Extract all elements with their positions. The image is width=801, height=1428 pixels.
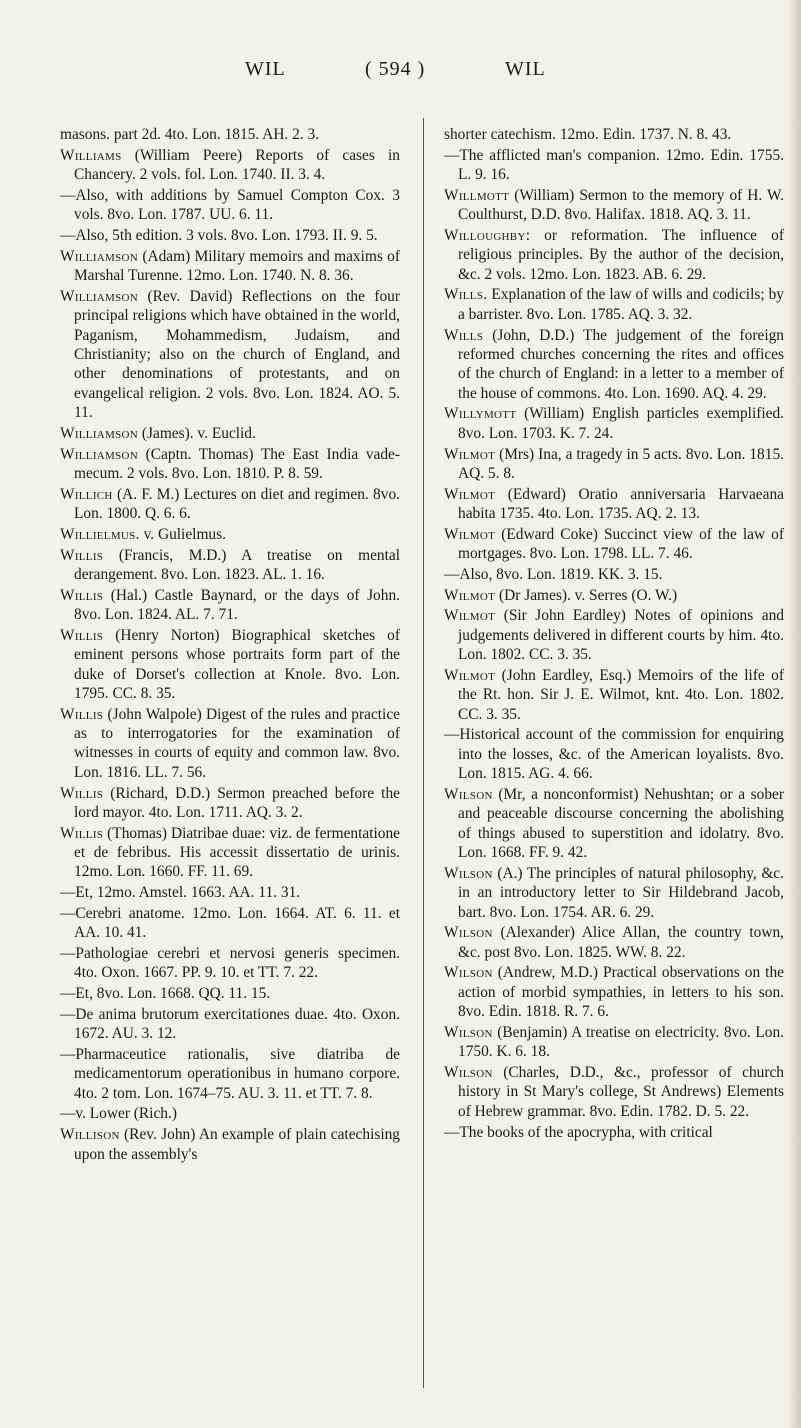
entry-text: —Et, 8vo. Lon. 1668. QQ. 11. 15. [60, 985, 271, 1003]
entry-heading: Wilmot [444, 607, 496, 625]
entry-text: (Adam) Military memoirs and maxims of Marshal Turenne. 12mo. Lon. 1740. N. 8. 36. [74, 247, 400, 285]
header-right-heading: WIL [505, 58, 546, 80]
catalogue-entry [444, 146, 784, 185]
catalogue-entry [60, 1045, 400, 1103]
catalogue-entry [444, 285, 784, 324]
catalogue-entry [444, 1123, 784, 1142]
catalogue-entry [60, 883, 400, 902]
catalogue-entry [444, 923, 784, 962]
catalogue-entry [444, 125, 784, 144]
entry-heading: Wilmot [444, 445, 496, 463]
catalogue-entry [444, 186, 784, 225]
page-number: ( 594 ) [365, 58, 426, 80]
entry-text: : or reformation. The influence of religious principles. By the author of the decision, &c. 2 vols. 12mo. Lon. 1823. AB. 6. 29. [458, 226, 784, 283]
catalogue-entry [444, 445, 784, 484]
entry-text: v. Gulielmus. [139, 525, 226, 543]
entry-heading: Wilmot [444, 525, 496, 543]
entry-heading: Wills [444, 326, 484, 344]
catalogue-entry [60, 125, 400, 144]
catalogue-entry [444, 606, 784, 664]
catalogue-entry [444, 1023, 784, 1062]
catalogue-entry [60, 944, 400, 983]
column-divider [423, 118, 424, 1388]
catalogue-entry [444, 404, 784, 443]
entry-heading: Wills. [444, 286, 488, 304]
entry-heading: Wilmot [444, 485, 496, 503]
entry-heading: Wilmot [444, 586, 496, 604]
running-header [0, 58, 801, 88]
catalogue-entry [444, 326, 784, 404]
entry-text: —The books of the apocrypha, with critical [444, 1123, 713, 1141]
entry-text: (William) English particles exemplified. 8vo. Lon. 1703. K. 7. 24. [458, 405, 784, 442]
catalogue-entry [444, 586, 784, 605]
entry-text: (A. F. M.) Lectures on diet and regimen. 8vo. Lon. 1800. Q. 6. 6. [74, 485, 400, 523]
entry-text: —Also, with additions by Samuel Compton Cox. 3 vols. 8vo. Lon. 1787. UU. 6. 11. [60, 186, 400, 224]
entry-text: —Pharmaceutice rationalis, sive diatriba de medicamentorum operationibus in humano corpore. 4to. 2 tom. Lon. 1674–75. AU. 3. 11. et TT. 7. 8. [60, 1045, 400, 1102]
entry-text: —The afflicted man's companion. 12mo. Edin. 1755. L. 9. 16. [444, 146, 784, 184]
entry-text: (William Peere) Reports of cases in Chancery. 2 vols. fol. Lon. 1740. II. 3. 4. [74, 146, 400, 184]
entry-text: (A.) The principles of natural philosophy, &c. in an introductory letter to Sir Hildebrand Jacob, bart. 8vo. Lon. 1754. AR. 6. 29. [458, 864, 784, 921]
catalogue-entry [60, 287, 400, 423]
catalogue-entry [60, 146, 400, 185]
header-left-heading: WIL [245, 58, 286, 80]
entry-heading: Willis [60, 626, 104, 644]
entry-heading: Williamson [60, 445, 139, 463]
entry-text: shorter catechism. 12mo. Edin. 1737. N. 8. 43. [444, 126, 732, 143]
catalogue-entry [60, 525, 400, 544]
right-column [444, 125, 784, 1143]
entry-heading: Wilson [444, 785, 493, 803]
entry-text: —Pathologiae cerebri et nervosi generis specimen. 4to. Oxon. 1667. PP. 9. 10. et TT. 7. 22. [60, 945, 400, 982]
entry-text: (William) Sermon to the memory of H. W. Coulthurst, D.D. 8vo. Halifax. 1818. AQ. 3. 11. [458, 186, 784, 224]
catalogue-entry [60, 824, 400, 882]
entry-text: —De anima brutorum exercitationes duae. 4to. Oxon. 1672. AU. 3. 12. [60, 1005, 400, 1043]
entry-heading: Willielmus. [60, 525, 140, 543]
catalogue-entry [444, 666, 784, 724]
page-edge-shadow [787, 0, 801, 1428]
entry-heading: Willis [60, 586, 104, 604]
entry-text: (Mr, a nonconformist) Nehushtan; or a sober and peaceable discourse concerning the abolishing of things abused to superstition and idolatry. 8vo. Lon. 1668. FF. 9. 42. [458, 785, 784, 862]
entry-text: (John Eardley, Esq.) Memoirs of the life of the Rt. hon. Sir J. E. Wilmot, knt. 4to. Lon. 1802. CC. 3. 35. [458, 666, 784, 723]
entry-heading: Williamson [60, 287, 139, 305]
entry-text: (Francis, M.D.) A treatise on mental derangement. 8vo. Lon. 1823. AL. 1. 16. [74, 546, 400, 583]
entry-heading: Willoughby [444, 226, 526, 244]
catalogue-entry [60, 1104, 400, 1123]
entry-heading: Willison [60, 1126, 120, 1144]
entry-heading: Willmott [444, 186, 510, 204]
entry-text: (Mrs) Ina, a tragedy in 5 acts. 8vo. Lon. 1815. AQ. 5. 8. [458, 445, 784, 482]
entry-text: masons. part 2d. 4to. Lon. 1815. AH. 2. 3. [60, 126, 320, 143]
catalogue-entry [60, 485, 400, 524]
entry-text: (Captn. Thomas) The East India vade-mecum. 2 vols. 8vo. Lon. 1810. P. 8. 59. [74, 445, 400, 482]
catalogue-entry [444, 485, 784, 524]
entry-heading: Williamson [60, 424, 139, 442]
entry-text: Explanation of the law of wills and codicils; by a barrister. 8vo. Lon. 1785. AQ. 3. 32. [458, 286, 784, 323]
entry-heading: Wilson [444, 1023, 493, 1041]
catalogue-entry [60, 247, 400, 286]
entry-text: (Thomas) Diatribae duae: viz. de fermentatione et de febribus. His accessit dissertatio de urinis. 12mo. Lon. 1660. FF. 11. 69. [74, 824, 400, 881]
entry-text: (Henry Norton) Biographical sketches of eminent persons whose portraits form part of the duke of Dorset's collection at Knole. 8vo. Lon. 1795. CC. 8. 35. [74, 626, 400, 702]
entry-text: —Historical account of the commission for enquiring into the losses, &c. of the American loyalists. 8vo. Lon. 1815. AG. 4. 66. [444, 726, 784, 783]
entry-text: (Richard, D.D.) Sermon preached before the lord mayor. 4to. Lon. 1711. AQ. 3. 2. [74, 784, 400, 821]
catalogue-entry [60, 904, 400, 943]
catalogue-entry [60, 445, 400, 484]
entry-heading: Willis [60, 546, 104, 564]
left-column [60, 125, 400, 1165]
catalogue-entry [444, 963, 784, 1021]
entry-text: (John, D.D.) The judgement of the foreign reformed churches concerning the rites and offices of the church of England: in a letter to a member of the house of commons. 4to. Lon. 1690. AQ. 4. 29. [458, 326, 784, 402]
entry-text: (Dr James). v. Serres (O. W.) [495, 586, 678, 604]
catalogue-entry [60, 1005, 400, 1044]
entry-heading: Wilson [444, 1064, 493, 1082]
entry-text: —Also, 8vo. Lon. 1819. KK. 3. 15. [444, 565, 663, 583]
entry-text: (James). v. Euclid. [138, 424, 256, 442]
entry-heading: Wilson [444, 964, 493, 982]
catalogue-entry [444, 226, 784, 284]
catalogue-entry [60, 784, 400, 823]
entry-text: —Et, 12mo. Amstel. 1663. AA. 11. 31. [60, 884, 301, 902]
entry-heading: Willis [60, 824, 104, 842]
entry-text: (Hal.) Castle Baynard, or the days of John. 8vo. Lon. 1824. AL. 7. 71. [74, 586, 400, 624]
catalogue-entry [60, 984, 400, 1003]
catalogue-entry [60, 546, 400, 585]
entry-heading: Willymott [444, 405, 517, 423]
entry-text: —Also, 5th edition. 3 vols. 8vo. Lon. 1793. II. 9. 5. [60, 226, 378, 244]
entry-heading: Williams [60, 146, 122, 164]
catalogue-entry [444, 525, 784, 564]
catalogue-entry [60, 424, 400, 443]
entry-heading: Willis [60, 784, 104, 802]
entry-heading: Wilmot [444, 666, 496, 684]
catalogue-entry [444, 725, 784, 783]
entry-heading: Wilson [444, 924, 493, 942]
catalogue-entry [60, 626, 400, 704]
catalogue-entry [60, 226, 400, 245]
entry-text: (Benjamin) A treatise on electricity. 8vo. Lon. 1750. K. 6. 18. [458, 1023, 784, 1061]
entry-text: —v. Lower (Rich.) [60, 1105, 177, 1123]
entry-text: (Edward) Oratio anniversaria Harvaeana habita 1735. 4to. Lon. 1735. AQ. 2. 13. [458, 485, 784, 523]
catalogue-entry [60, 1125, 400, 1164]
catalogue-entry [60, 586, 400, 625]
entry-text: (Sir John Eardley) Notes of opinions and judgements delivered in different courts by him. 4to. Lon. 1802. CC. 3. 35. [458, 607, 784, 664]
entry-text: (Edward Coke) Succinct view of the law of mortgages. 8vo. Lon. 1798. LL. 7. 46. [458, 525, 784, 563]
entry-heading: Williamson [60, 247, 139, 265]
catalogue-entry [444, 565, 784, 584]
entry-text: (Rev. David) Reflections on the four principal religions which have obtained in the world, Paganism, Mohammedism, Judaism, and Christianity; also on the church of England, and other denominations of protestants, and on evangelical religion. 2 vols. 8vo. Lon. 1824. AO. 5. 11. [74, 287, 400, 422]
entry-text: (Rev. John) An example of plain catechising upon the assembly's [74, 1126, 400, 1163]
catalogue-entry [60, 705, 400, 783]
entry-text: (John Walpole) Digest of the rules and practice as to interrogatories for the examination of witnesses in courts of equity and common law. 8vo. Lon. 1816. LL. 7. 56. [74, 705, 400, 781]
entry-text: (Alexander) Alice Allan, the country town, &c. post 8vo. Lon. 1825. WW. 8. 22. [458, 924, 784, 961]
entry-heading: Willis [60, 705, 104, 723]
catalogue-entry [444, 785, 784, 863]
entry-text: (Andrew, M.D.) Practical observations on the action of morbid sympathies, in letters to his son. 8vo. Edin. 1818. R. 7. 6. [458, 964, 784, 1021]
entry-heading: Wilson [444, 864, 493, 882]
catalogue-entry [444, 864, 784, 922]
catalogue-entry [444, 1063, 784, 1121]
entry-text: —Cerebri anatome. 12mo. Lon. 1664. AT. 6. 11. et AA. 10. 41. [60, 904, 400, 942]
entry-text: (Charles, D.D., &c., professor of church history in St Mary's college, St Andrews) Elements of Hebrew grammar. 8vo. Edin. 1782. D. 5. 22. [458, 1064, 784, 1120]
catalogue-entry [60, 186, 400, 225]
entry-heading: Willich [60, 485, 113, 503]
